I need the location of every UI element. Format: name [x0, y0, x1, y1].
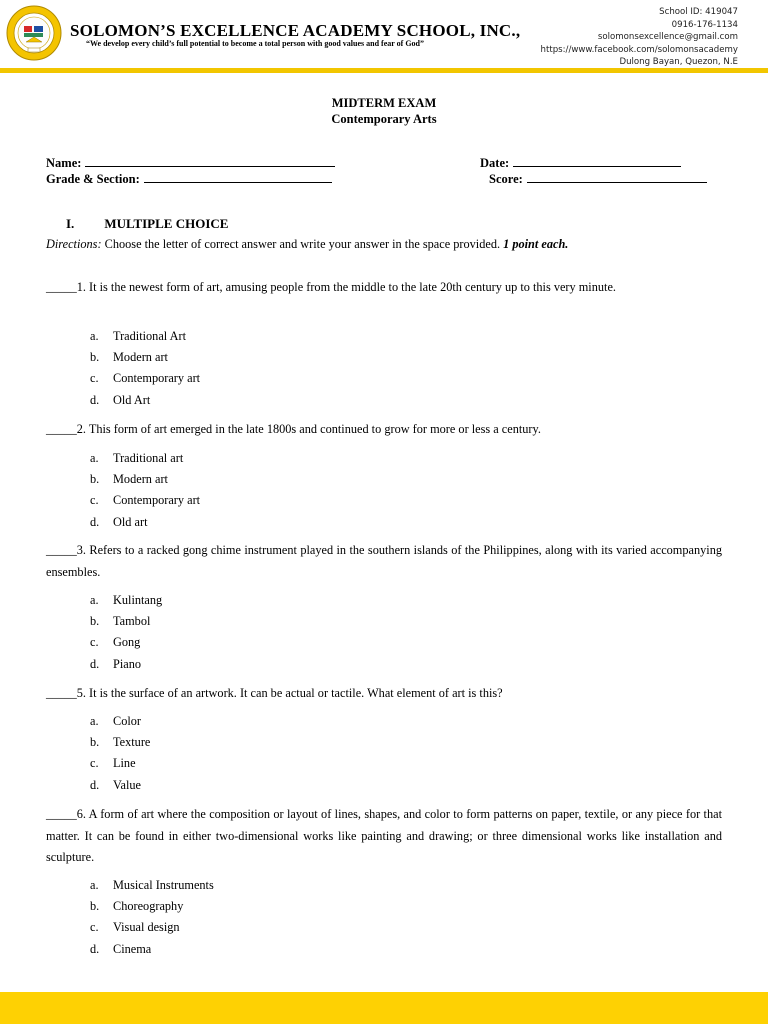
date-blank[interactable] [513, 155, 681, 167]
choice-letter: b. [90, 614, 100, 629]
exam-subject: Contemporary Arts [331, 112, 437, 126]
choice-text: Line [113, 756, 136, 771]
choice-item [90, 939, 214, 960]
section-title: MULTIPLE CHOICE [104, 216, 229, 231]
choice-item [90, 896, 214, 917]
choice-item [90, 632, 162, 653]
question-1-choices [90, 326, 200, 411]
choice-letter: b. [90, 735, 100, 750]
question-2-choices [90, 448, 200, 533]
choice-text: Value [113, 777, 141, 792]
name-field [46, 155, 335, 171]
choice-text: Color [113, 714, 142, 728]
choice-letter: a. [90, 329, 99, 343]
grade-section-field [46, 171, 332, 187]
choice-letter: c. [90, 756, 99, 771]
choice-letter: c. [90, 493, 99, 508]
choice-text: Contemporary art [113, 493, 201, 508]
directions-label: Directions: [46, 237, 102, 251]
choice-letter: d. [90, 514, 100, 529]
choice-letter: a. [90, 593, 99, 607]
exam-title: MIDTERM EXAM [331, 96, 437, 110]
directions [46, 237, 568, 252]
name-blank[interactable] [85, 155, 335, 167]
choice-item [90, 448, 200, 469]
choice-letter: b. [90, 472, 100, 487]
choice-item [90, 512, 200, 533]
footer-accent-bar [0, 992, 768, 1024]
choice-text: Traditional Art [113, 329, 186, 343]
exam-title-block [0, 95, 768, 127]
choice-item [90, 490, 200, 511]
header-accent-bar [0, 68, 768, 73]
choice-text: Cinema [113, 941, 152, 956]
choice-letter: c. [90, 371, 99, 386]
choice-item [90, 875, 214, 896]
choice-letter: d. [90, 777, 100, 792]
letterhead [0, 0, 768, 70]
choice-letter: a. [90, 451, 99, 465]
choice-text: Gong [113, 635, 141, 650]
directions-text: Choose the letter of correct answer and write your answer in the space provided. [104, 237, 501, 251]
choice-letter: d. [90, 392, 100, 407]
school-motto: “We develop every child’s full potential to become a total person with good values and fear of God” [86, 39, 424, 48]
choice-text: Piano [113, 656, 142, 671]
question-3: _____3. Refers to a racked gong chime instrument played in the southern islands of the Philippines, along with its varied accompanying ensembles. [46, 543, 722, 579]
question-1: _____1. It is the newest form of art, amusing people from the middle to the late 20th century up to this very minute. [46, 280, 616, 294]
grade-section-label: Grade & Section: [46, 172, 140, 186]
section-heading [66, 216, 228, 232]
choice-text: Visual design [113, 920, 180, 935]
choice-letter: c. [90, 920, 99, 935]
choice-item [90, 347, 200, 368]
choice-letter: d. [90, 656, 100, 671]
school-seal-logo [6, 4, 62, 62]
choice-letter: a. [90, 714, 99, 728]
choice-text: Tambol [113, 614, 151, 629]
choice-text: Texture [113, 735, 151, 750]
section-number: I. [66, 216, 75, 231]
score-field [489, 171, 707, 187]
choice-text: Traditional art [113, 451, 184, 465]
choice-letter: c. [90, 635, 99, 650]
school-facebook: https://www.facebook.com/solomonsacademy [540, 44, 738, 55]
question-6-choices [90, 875, 214, 960]
directions-points: 1 point each. [503, 237, 569, 251]
school-id: School ID: 419047 [659, 7, 738, 17]
question-5: _____5. It is the surface of an artwork. It can be actual or tactile. What element of art is this? [46, 686, 503, 700]
choice-text: Kulintang [113, 593, 163, 607]
choice-letter: d. [90, 941, 100, 956]
choice-item [90, 775, 150, 796]
choice-text: Choreography [113, 899, 184, 914]
choice-letter: a. [90, 878, 99, 892]
question-6: _____6. A form of art where the composition or layout of lines, shapes, and color to form patterns on paper, textile, or any piece for that matter. It can be found in either two-dimensional works like painting and drawing; or three dimensional works like installation and sculpture. [46, 807, 722, 864]
grade-section-blank[interactable] [144, 171, 332, 183]
choice-text: Modern art [113, 472, 168, 487]
choice-item [90, 368, 200, 389]
choice-item [90, 753, 150, 774]
school-address: Dulong Bayan, Quezon, N.E [619, 57, 738, 68]
school-phone: 0916-176-1134 [671, 19, 738, 30]
choice-text: Old Art [113, 392, 151, 407]
choice-item [90, 917, 214, 938]
date-field [480, 155, 681, 171]
choice-text: Musical Instruments [113, 878, 214, 892]
choice-letter: b. [90, 350, 100, 365]
question-2: _____2. This form of art emerged in the late 1800s and continued to grow for more or less a century. [46, 422, 541, 436]
choice-item [90, 590, 162, 611]
school-contact-info [541, 6, 738, 69]
score-label: Score: [489, 172, 523, 186]
name-label: Name: [46, 156, 82, 170]
choice-item [90, 654, 162, 675]
choice-text: Contemporary art [113, 371, 201, 386]
choice-item [90, 732, 150, 753]
choice-item [90, 326, 200, 347]
choice-item [90, 711, 150, 732]
choice-letter: b. [90, 899, 100, 914]
score-blank[interactable] [527, 171, 707, 183]
school-email: solomonsexcellence@gmail.com [597, 32, 738, 43]
choice-text: Old art [113, 514, 148, 529]
school-name: SOLOMON’S EXCELLENCE ACADEMY SCHOOL, INC., [70, 21, 521, 40]
question-3-choices [90, 590, 162, 675]
choice-item [90, 390, 200, 411]
question-5-choices [90, 711, 150, 796]
date-label: Date: [480, 156, 510, 170]
choice-text: Modern art [113, 350, 168, 365]
choice-item [90, 611, 162, 632]
choice-item [90, 469, 200, 490]
